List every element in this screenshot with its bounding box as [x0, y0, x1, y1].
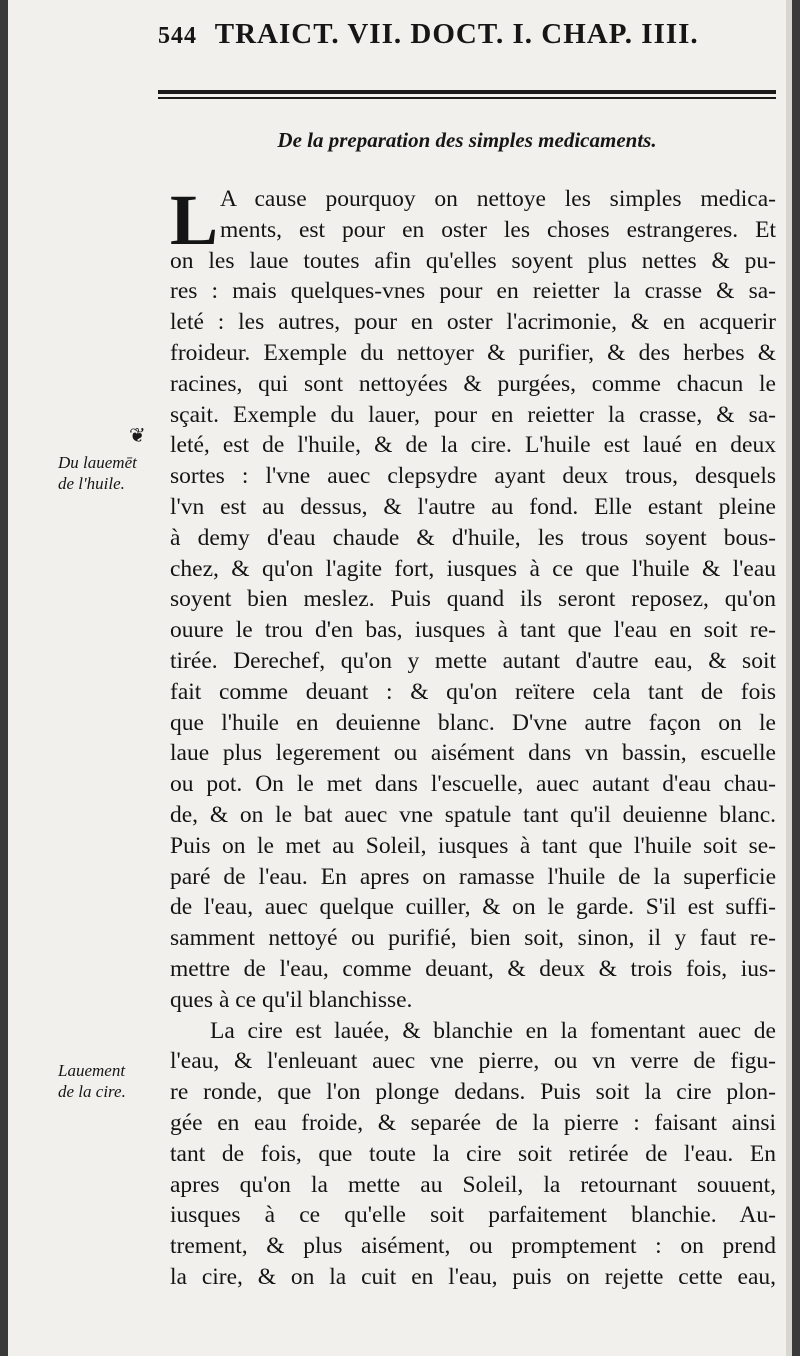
text-line: l'vn est au dessus, & l'autre au fond. Elle estant pleine: [170, 493, 776, 520]
body-text: [170, 180, 776, 1293]
text-line: tant de fois, que toute la cire soit retirée de l'eau. En: [170, 1140, 776, 1167]
text-line: chez, & qu'on l'agite fort, iusques à ce que l'huile & l'eau: [170, 555, 776, 582]
text-line: Puis on le met au Soleil, iusques à tant que l'huile soit se-: [170, 832, 776, 859]
running-header: [158, 18, 778, 52]
text-line: racines, qui sont nettoyées & purgées, comme chacun le: [170, 370, 776, 397]
page-edge: [786, 0, 792, 1356]
text-line: laue plus legerement ou aisément dans vn bassin, escuelle: [170, 740, 776, 767]
text-line: mettre de l'eau, comme deuant, & deux & trois fois, ius-: [170, 955, 776, 982]
text-line: sçait. Exemple du lauer, pour en reietter la crasse, & sa-: [170, 401, 776, 428]
text-line: leté : les autres, pour en oster l'acrimonie, & en acquerir: [170, 309, 776, 336]
text-line: iusques à ce qu'elle soit parfaitement blanchie. Au-: [170, 1202, 776, 1229]
text-line: fait comme deuant : & qu'on reïtere cela tant de fois: [170, 678, 776, 705]
section-title: De la preparation des simples medicaments.: [277, 128, 657, 152]
page-number: 544: [158, 23, 197, 49]
book-page: [8, 0, 792, 1356]
text-line: de, & on le bat auec vne spatule tant qu'il deuienne blanc.: [170, 801, 776, 828]
drop-cap: L: [170, 180, 219, 260]
text-line: froideur. Exemple du nettoyer & purifier, & des herbes &: [170, 339, 776, 366]
text-line: res : mais quelques-vnes pour en reietter la crasse & sa-: [170, 278, 776, 305]
text-line: paré de l'eau. En apres on ramasse l'huile de la superficie: [170, 863, 776, 890]
text-line: samment nettoyé ou purifié, bien soit, sinon, il y faut re-: [170, 925, 776, 952]
header-rule-thin: [158, 97, 776, 99]
text-line: ou pot. On le met dans l'escuelle, auec autant d'eau chau-: [170, 771, 776, 798]
text-line: à demy d'eau chaude & d'huile, les trous soyent bous-: [170, 524, 776, 551]
text-line: on les laue toutes afin qu'elles soyent plus nettes & pu-: [170, 247, 776, 274]
text-line: ouure le trou d'en bas, iusques à tant que l'eau en soit re-: [170, 617, 776, 644]
text-line: sortes : l'vne auec clepsydre ayant deux trous, desquels: [170, 463, 776, 490]
text-line: A cause pourquoy on nettoye les simples medica-: [220, 186, 776, 212]
text-line: la cire, & on la cuit en l'eau, puis on rejette cette eau,: [170, 1263, 776, 1290]
text-line: gée en eau froide, & separée de la pierre : faisant ainsi: [170, 1109, 776, 1136]
text-line: ments, est pour en oster les choses estrangeres. Et: [220, 216, 776, 243]
margin-note-cire: Lauement de la cire.: [58, 1061, 126, 1101]
text-line: que l'huile en deuienne blanc. D'vne autre façon on le: [170, 709, 776, 736]
text-line: tirée. Derechef, qu'on y mette autant d'autre eau, & soit: [170, 647, 776, 674]
text-line: re ronde, que l'on plonge dedans. Puis soit la cire plon-: [170, 1079, 776, 1106]
text-line: soyent bien meslez. Puis quand ils seront reposez, qu'on: [170, 586, 776, 613]
text-line: trement, & plus aisément, ou promptement : on prend: [170, 1233, 776, 1260]
text-line: apres qu'on la mette au Soleil, la retournant souuent,: [170, 1171, 776, 1198]
text-line: leté, est de l'huile, & de la cire. L'huile est laué en deux: [170, 432, 776, 459]
fleuron-icon: ❦: [129, 423, 146, 447]
text-line: de l'eau, auec quelque cuiller, & on le garde. S'il est suffi-: [170, 894, 776, 921]
text-line: l'eau, & l'enleuant auec vne pierre, ou vn verre de figu-: [170, 1048, 776, 1075]
running-title: TRAICT. VII. DOCT. I. CHAP. IIII.: [214, 18, 699, 50]
margin-note-huile: Du lauemēt de l'huile.: [58, 453, 137, 493]
text-line: La cire est lauée, & blanchie en la fomentant auec de: [210, 1017, 776, 1044]
text-line: ques à ce qu'il blanchisse.: [170, 986, 413, 1013]
header-rule: [158, 90, 776, 94]
